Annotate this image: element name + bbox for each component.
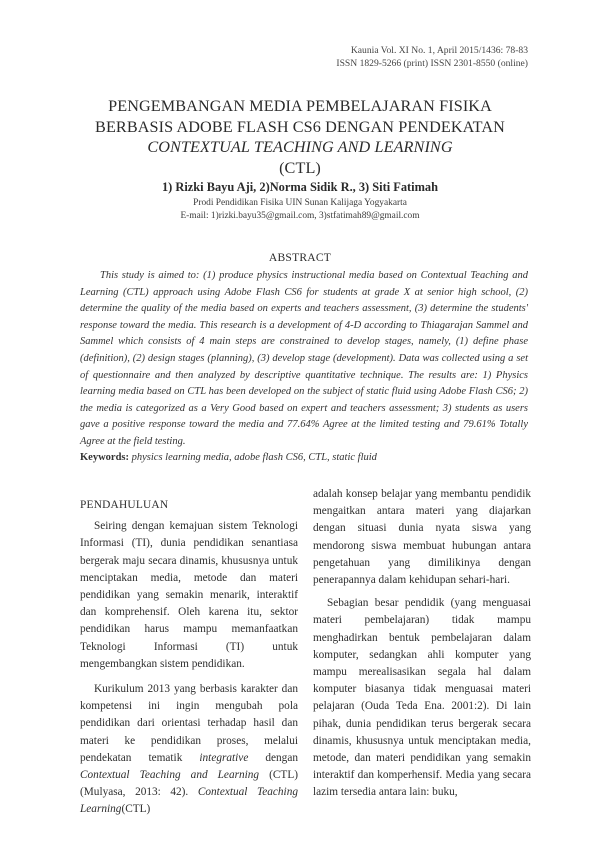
text-run-italic: integrative bbox=[199, 751, 249, 764]
affiliation: Prodi Pendidikan Fisika UIN Sunan Kalijaga Yogyakarta bbox=[193, 198, 407, 208]
journal-citation: Kaunia Vol. XI No. 1, April 2015/1436: 78-83 bbox=[350, 45, 528, 56]
keywords-label: Keywords: bbox=[80, 452, 129, 463]
issn-line: ISSN 1829-5266 (print) ISSN 2301-8550 (online) bbox=[336, 58, 528, 69]
abstract-text: This study is aimed to: (1) produce physics instructional media based on Contextual Teaching and Learning (CTL) approach using Adobe Flash CS6 for students at grade X at senior high school, (2) determine the quality of the media based on experts and teachers assessment, (3) determine the students' response toward the media. This research is a development of 4-D according to Thiagarajan Sammel and Sammel which consists of 4 main steps are constrained to develop stages, namely, (1) define phase (definition), (2) design stages (planning), (3) develop stage (development). Data was collected using a set of questionnaire and then analyzed by descriptive quantitative technique. The results are: 1) Physics learning media based on CTL has been developed on the subject of static fluid using Adobe Flash CS6; 2) the media is categorized as a Very Good based on expert and teachers assessment; 3) students as users gave a positive response toward the media and 77.64% Agree at the limited testing and 79.61% Totally Agree at the field testing. bbox=[80, 270, 528, 447]
keywords-value: physics learning media, adobe flash CS6, CTL, static fluid bbox=[129, 452, 377, 463]
affiliation-block bbox=[60, 197, 540, 223]
paragraph: Seiring dengan kemajuan sistem Teknologi Informasi (TI), dunia pendidikan senantiasa bergerak maju secara dinamis, khususnya untuk menciptakan media, metode dan materi pendidikan yang semakin menarik, interaktif dan komprehensif. Oleh karena itu, sektor pendidikan harus mampu memanfaatkan Teknologi Informasi (TI) untuk mengembangkan sistem pendidikan. bbox=[80, 520, 298, 670]
text-run: (CTL) bbox=[121, 803, 151, 816]
paragraph: Sebagian besar pendidik (yang menguasai materi pembelajaran) tidak mampu menghadirkan bentuk pembelajaran dalam komputer, sedangkan ahli komputer yang mampu merealisasikan segala hal dalam komputer biasanya tidak menguasai materi pelajaran (Ouda Teda Ena. 2001:2). Di lain pihak, dunia pendidikan terus bergerak secara dinamis, khususnya untuk menciptakan media, metode, dan materi pendidikan yang semakin interaktif dan komperhensif. Media yang secara lazim tersedia antara lain: buku, bbox=[313, 597, 531, 799]
text-run: Kurikulum 2013 yang berbasis karakter dan kompetensi ini ingin mengubah pola pendidikan dari orientasi terhadap hasil dan materi ke pendidikan proses, melalui pendekatan tematik bbox=[80, 683, 298, 764]
title-line-1: PENGEMBANGAN MEDIA PEMBELAJARAN FISIKA bbox=[108, 97, 492, 115]
text-run-italic: Contextual Teaching and Learning bbox=[80, 769, 260, 782]
text-run-italic: Contextual Teaching Learning bbox=[80, 786, 298, 816]
title-ctl-italic: CONTEXTUAL TEACHING AND LEARNING bbox=[147, 138, 453, 156]
paragraph: adalah konsep belajar yang membantu pendidik mengaitkan antara materi yang diajarkan dengan situasi dunia nyata siswa yang mendorong siswa membuat hubungan antara pengetahuan yang dimilikinya dengan penerapannya dalam kehidupan sehari-hari. bbox=[313, 488, 531, 587]
section-heading-pendahuluan: PENDAHULUAN bbox=[80, 499, 169, 511]
left-column bbox=[80, 497, 298, 827]
keywords bbox=[80, 452, 528, 463]
right-column bbox=[313, 486, 531, 810]
paragraph bbox=[80, 681, 298, 819]
journal-header bbox=[336, 44, 528, 70]
email-line: E-mail: 1)rizki.bayu35@gmail.com, 3)stfatimah89@gmail.com bbox=[180, 211, 420, 221]
author-list: 1) Rizki Bayu Aji, 2)Norma Sidik R., 3) Siti Fatimah bbox=[161, 180, 439, 194]
text-run: dengan bbox=[248, 751, 298, 764]
title-line-3 bbox=[60, 137, 540, 178]
title-ctl-abbrev: (CTL) bbox=[279, 158, 321, 177]
paper-title bbox=[60, 96, 540, 178]
abstract-heading: ABSTRACT bbox=[268, 251, 332, 264]
text-run: (CTL) (Mulyasa, 2013: 42). bbox=[80, 769, 298, 799]
title-line-2: BERBASIS ADOBE FLASH CS6 DENGAN PENDEKATAN bbox=[95, 117, 505, 136]
